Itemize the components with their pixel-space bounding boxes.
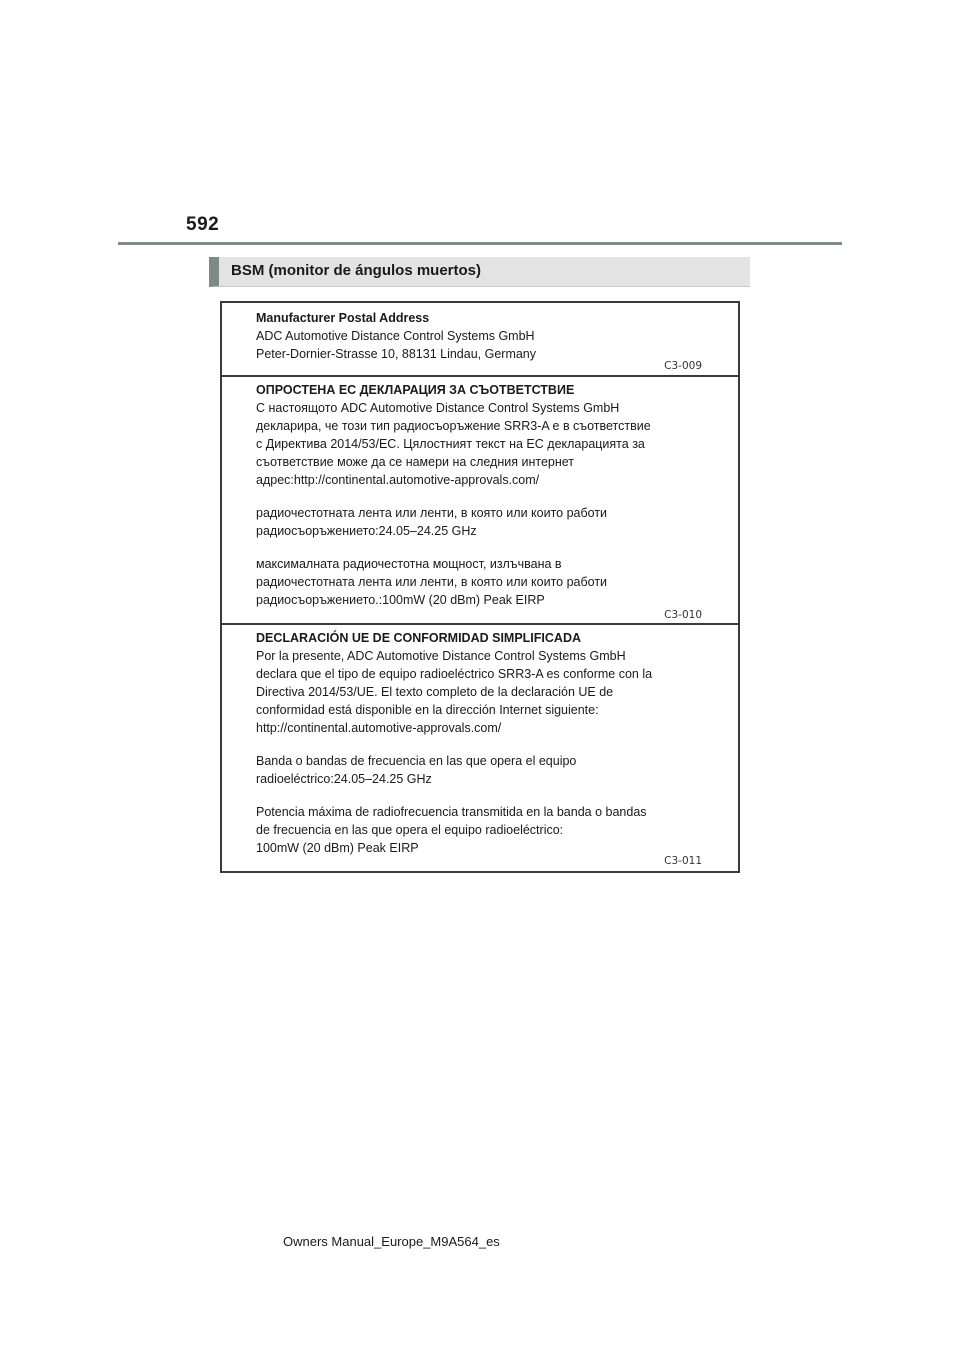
declaration-line: Por la presente, ADC Automotive Distance Control Systems GmbH	[256, 649, 626, 663]
declaration-line: 100mW (20 dBm) Peak EIRP	[256, 841, 419, 855]
declaration-line: адрес:http://continental.automotive-approvals.com/	[256, 473, 540, 487]
declaration-line: максималната радиочестотна мощност, излъчвана в	[256, 557, 562, 571]
header-rule	[118, 242, 842, 245]
declaration-title: Manufacturer Postal Address	[256, 311, 430, 325]
declaration-spanish	[222, 623, 738, 871]
declaration-title: DECLARACIÓN UE DE CONFORMIDAD SIMPLIFICADA	[256, 631, 581, 645]
declaration-line: радиочестотната лента или ленти, в която или които работи	[256, 506, 608, 520]
declaration-manufacturer	[222, 303, 738, 375]
declaration-line: С настоящото ADC Automotive Distance Control Systems GmbH	[256, 401, 620, 415]
declaration-line: радиосъоръжението:24.05–24.25 GHz	[256, 524, 477, 538]
page-number: 592	[186, 214, 220, 235]
section-heading	[209, 257, 750, 287]
declaration-code: C3-010	[664, 609, 702, 621]
declaration-line: Banda o bandas de frecuencia en las que opera el equipo	[256, 754, 577, 768]
declaration-line: радиосъоръжението.:100mW (20 dBm) Peak EIRP	[256, 593, 545, 607]
section-title: BSM (monitor de ángulos muertos)	[231, 262, 482, 279]
page-footer: Owners Manual_Europe_M9A564_es	[283, 1234, 500, 1249]
declaration-code: C3-009	[664, 360, 702, 372]
declaration-line: декларира, че този тип радиосъоръжение SRR3-A е в съответствие	[256, 419, 651, 433]
declaration-line: ADC Automotive Distance Control Systems GmbH	[256, 329, 535, 343]
declaration-line: съответствие може да се намери на следния интернет	[256, 455, 575, 469]
declaration-line: declara que el tipo de equipo radioeléctrico SRR3-A es conforme con la	[256, 667, 653, 681]
declaration-line: с Директива 2014/53/ЕС. Цялостният текст на ЕС декларацията за	[256, 437, 645, 451]
declaration-code: C3-011	[664, 855, 702, 867]
declaration-line: de frecuencia en las que opera el equipo radioeléctrico:	[256, 823, 564, 837]
declaration-box	[220, 301, 740, 873]
declaration-line: Peter-Dornier-Strasse 10, 88131 Lindau, Germany	[256, 347, 537, 361]
declaration-line: радиочестотната лента или ленти, в която или които работи	[256, 575, 608, 589]
declaration-line: radioeléctrico:24.05–24.25 GHz	[256, 772, 432, 786]
declaration-line: conformidad está disponible en la dirección Internet siguiente:	[256, 703, 599, 717]
declaration-line: Directiva 2014/53/UE. El texto completo de la declaración UE de	[256, 685, 614, 699]
declaration-line: http://continental.automotive-approvals.com/	[256, 721, 502, 735]
declaration-bulgarian	[222, 375, 738, 623]
declaration-title: ОПРОСТЕНА ЕС ДЕКЛАРАЦИЯ ЗА СЪОТВЕТСТВИЕ	[256, 383, 575, 397]
declaration-line: Potencia máxima de radiofrecuencia transmitida en la banda o bandas	[256, 805, 647, 819]
